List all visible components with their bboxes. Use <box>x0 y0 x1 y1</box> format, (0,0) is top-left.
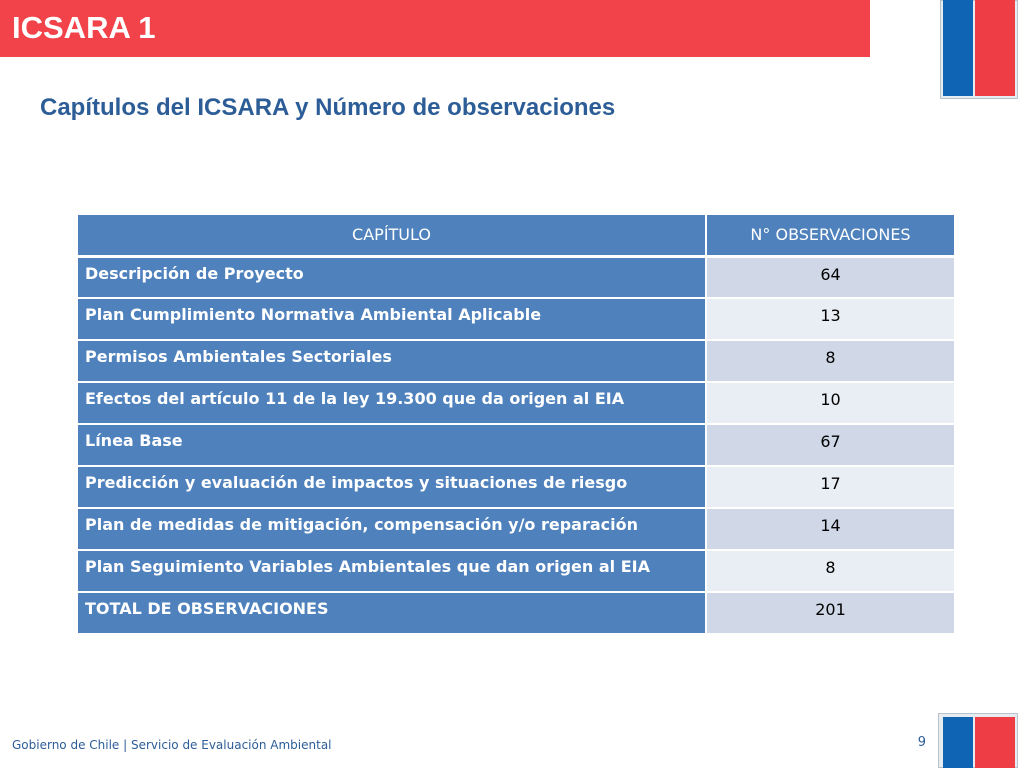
count-cell: 10 <box>706 382 955 424</box>
chile-flag-logo-bottom <box>938 713 1020 768</box>
flag-blue-stripe <box>943 0 973 96</box>
flag-blue-stripe <box>943 717 973 768</box>
chapter-cell: Permisos Ambientales Sectoriales <box>77 340 706 382</box>
table-row <box>77 382 955 424</box>
table-total-row <box>77 592 955 634</box>
count-cell: 8 <box>706 340 955 382</box>
flag-red-stripe <box>975 0 1015 96</box>
chapter-cell: Plan Seguimiento Variables Ambientales que dan origen al EIA <box>77 550 706 592</box>
header-observations: N° OBSERVACIONES <box>706 214 955 256</box>
flag-red-stripe <box>975 717 1015 768</box>
slide-subtitle: Capítulos del ICSARA y Número de observaciones <box>40 94 616 121</box>
chapter-cell: Línea Base <box>77 424 706 466</box>
table-row <box>77 424 955 466</box>
table-row <box>77 550 955 592</box>
count-cell: 17 <box>706 466 955 508</box>
count-cell: 8 <box>706 550 955 592</box>
page-number: 9 <box>917 735 926 750</box>
header-chapter: CAPÍTULO <box>77 214 706 256</box>
chapter-cell: Plan de medidas de mitigación, compensación y/o reparación <box>77 508 706 550</box>
table-row <box>77 466 955 508</box>
count-cell: 64 <box>706 256 955 298</box>
footer-text: Gobierno de Chile | Servicio de Evaluación Ambiental <box>12 738 332 752</box>
slide-title: ICSARA 1 <box>12 10 156 45</box>
chapter-cell: Plan Cumplimiento Normativa Ambiental Aplicable <box>77 298 706 340</box>
chapter-cell: Predicción y evaluación de impactos y situaciones de riesgo <box>77 466 706 508</box>
count-cell: 67 <box>706 424 955 466</box>
table-row <box>77 508 955 550</box>
table-row <box>77 298 955 340</box>
count-cell: 13 <box>706 298 955 340</box>
chapter-cell: Efectos del artículo 11 de la ley 19.300 que da origen al EIA <box>77 382 706 424</box>
chile-flag-logo-top <box>940 0 1020 100</box>
total-label-cell: TOTAL DE OBSERVACIONES <box>77 592 706 634</box>
count-cell: 14 <box>706 508 955 550</box>
table-row <box>77 340 955 382</box>
table-row <box>77 256 955 298</box>
total-count-cell: 201 <box>706 592 955 634</box>
table-header-row <box>77 214 955 256</box>
chapter-cell: Descripción de Proyecto <box>77 256 706 298</box>
observations-table <box>76 213 956 635</box>
title-bar <box>0 0 870 57</box>
